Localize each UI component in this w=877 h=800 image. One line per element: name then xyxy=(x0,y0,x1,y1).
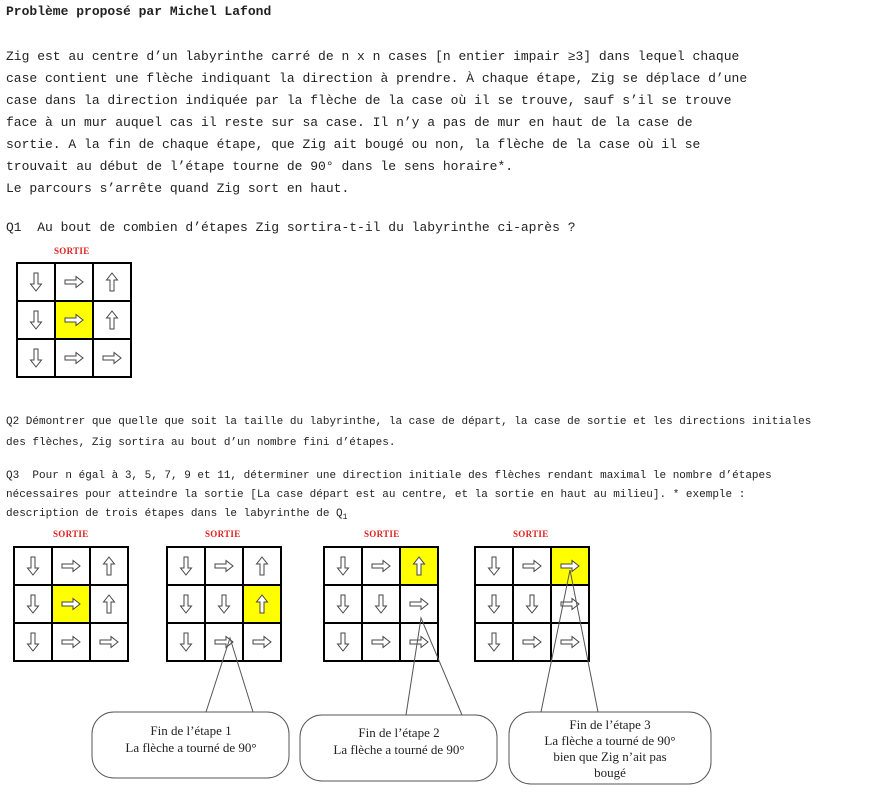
intro-line: trouvait au début de l’étape tourne de 90° dans le sens horaire*. xyxy=(6,159,514,174)
sortie-label: SORTIE xyxy=(513,529,549,539)
callout-text-1 xyxy=(96,722,286,756)
callout-line: La flèche a tourné de 90° xyxy=(544,733,676,748)
callout-line: Fin de l’étape 1 xyxy=(150,723,232,738)
callout-text-3 xyxy=(512,717,708,781)
question-3-line: nécessaires pour atteindre la sortie [La case départ est au centre, et la sortie en haut au milieu]. * exemple : xyxy=(6,489,746,501)
callout-pointer-3 xyxy=(541,570,598,712)
sortie-label: SORTIE xyxy=(364,529,400,539)
intro-line: Le parcours s’arrête quand Zig sort en haut. xyxy=(6,181,350,196)
callout-line: La flèche a tourné de 90° xyxy=(333,742,465,757)
problem-heading: Problème proposé par Michel Lafond xyxy=(6,4,272,19)
intro-line: case contient une flèche indiquant la direction à prendre. À chaque étape, Zig se déplace d’une xyxy=(6,71,748,86)
intro-line: sortie. A la fin de chaque étape, que Zig ait bougé ou non, la flèche de la case où il se xyxy=(6,137,701,152)
question-2-line: Q2 Démontrer que quelle que soit la taille du labyrinthe, la case de départ, la case de sortie et les directions initiales xyxy=(6,416,812,428)
intro-line: Zig est au centre d’un labyrinthe carré de n x n cases [n entier impair ≥3] dans lequel chaque xyxy=(6,49,740,64)
question-1: Q1 Au bout de combien d’étapes Zig sortira-t-il du labyrinthe ci-après ? xyxy=(6,220,576,235)
callout-pointer-2 xyxy=(406,618,462,715)
sortie-label: SORTIE xyxy=(53,529,89,539)
question-3-last-text: description de trois étapes dans le labyrinthe de Q xyxy=(6,508,343,520)
callout-pointer-1 xyxy=(206,638,253,712)
intro-line: face à un mur auquel cas il reste sur sa case. Il n’y a pas de mur en haut de la case de xyxy=(6,115,693,130)
callout-text-2 xyxy=(304,724,494,758)
callout-line: Fin de l’étape 2 xyxy=(358,725,440,740)
callout-line: bougé xyxy=(594,765,626,780)
question-3-subscript: 1 xyxy=(342,513,348,523)
question-2-line: des flèches, Zig sortira au bout d’un nombre fini d’étapes. xyxy=(6,437,396,449)
callout-line: bien que Zig n’ait pas xyxy=(553,749,667,764)
sortie-label: SORTIE xyxy=(205,529,241,539)
intro-line: case dans la direction indiquée par la flèche de la case où il se trouve, sauf s’il se trouve xyxy=(6,93,732,108)
question-3-line: Q3 Pour n égal à 3, 5, 7, 9 et 11, déterminer une direction initiale des flèches rendant maximal le nombre d’étapes xyxy=(6,470,772,482)
callout-line: Fin de l’étape 3 xyxy=(569,717,651,732)
callout-line: La flèche a tourné de 90° xyxy=(125,740,257,755)
sortie-label: SORTIE xyxy=(54,246,90,256)
